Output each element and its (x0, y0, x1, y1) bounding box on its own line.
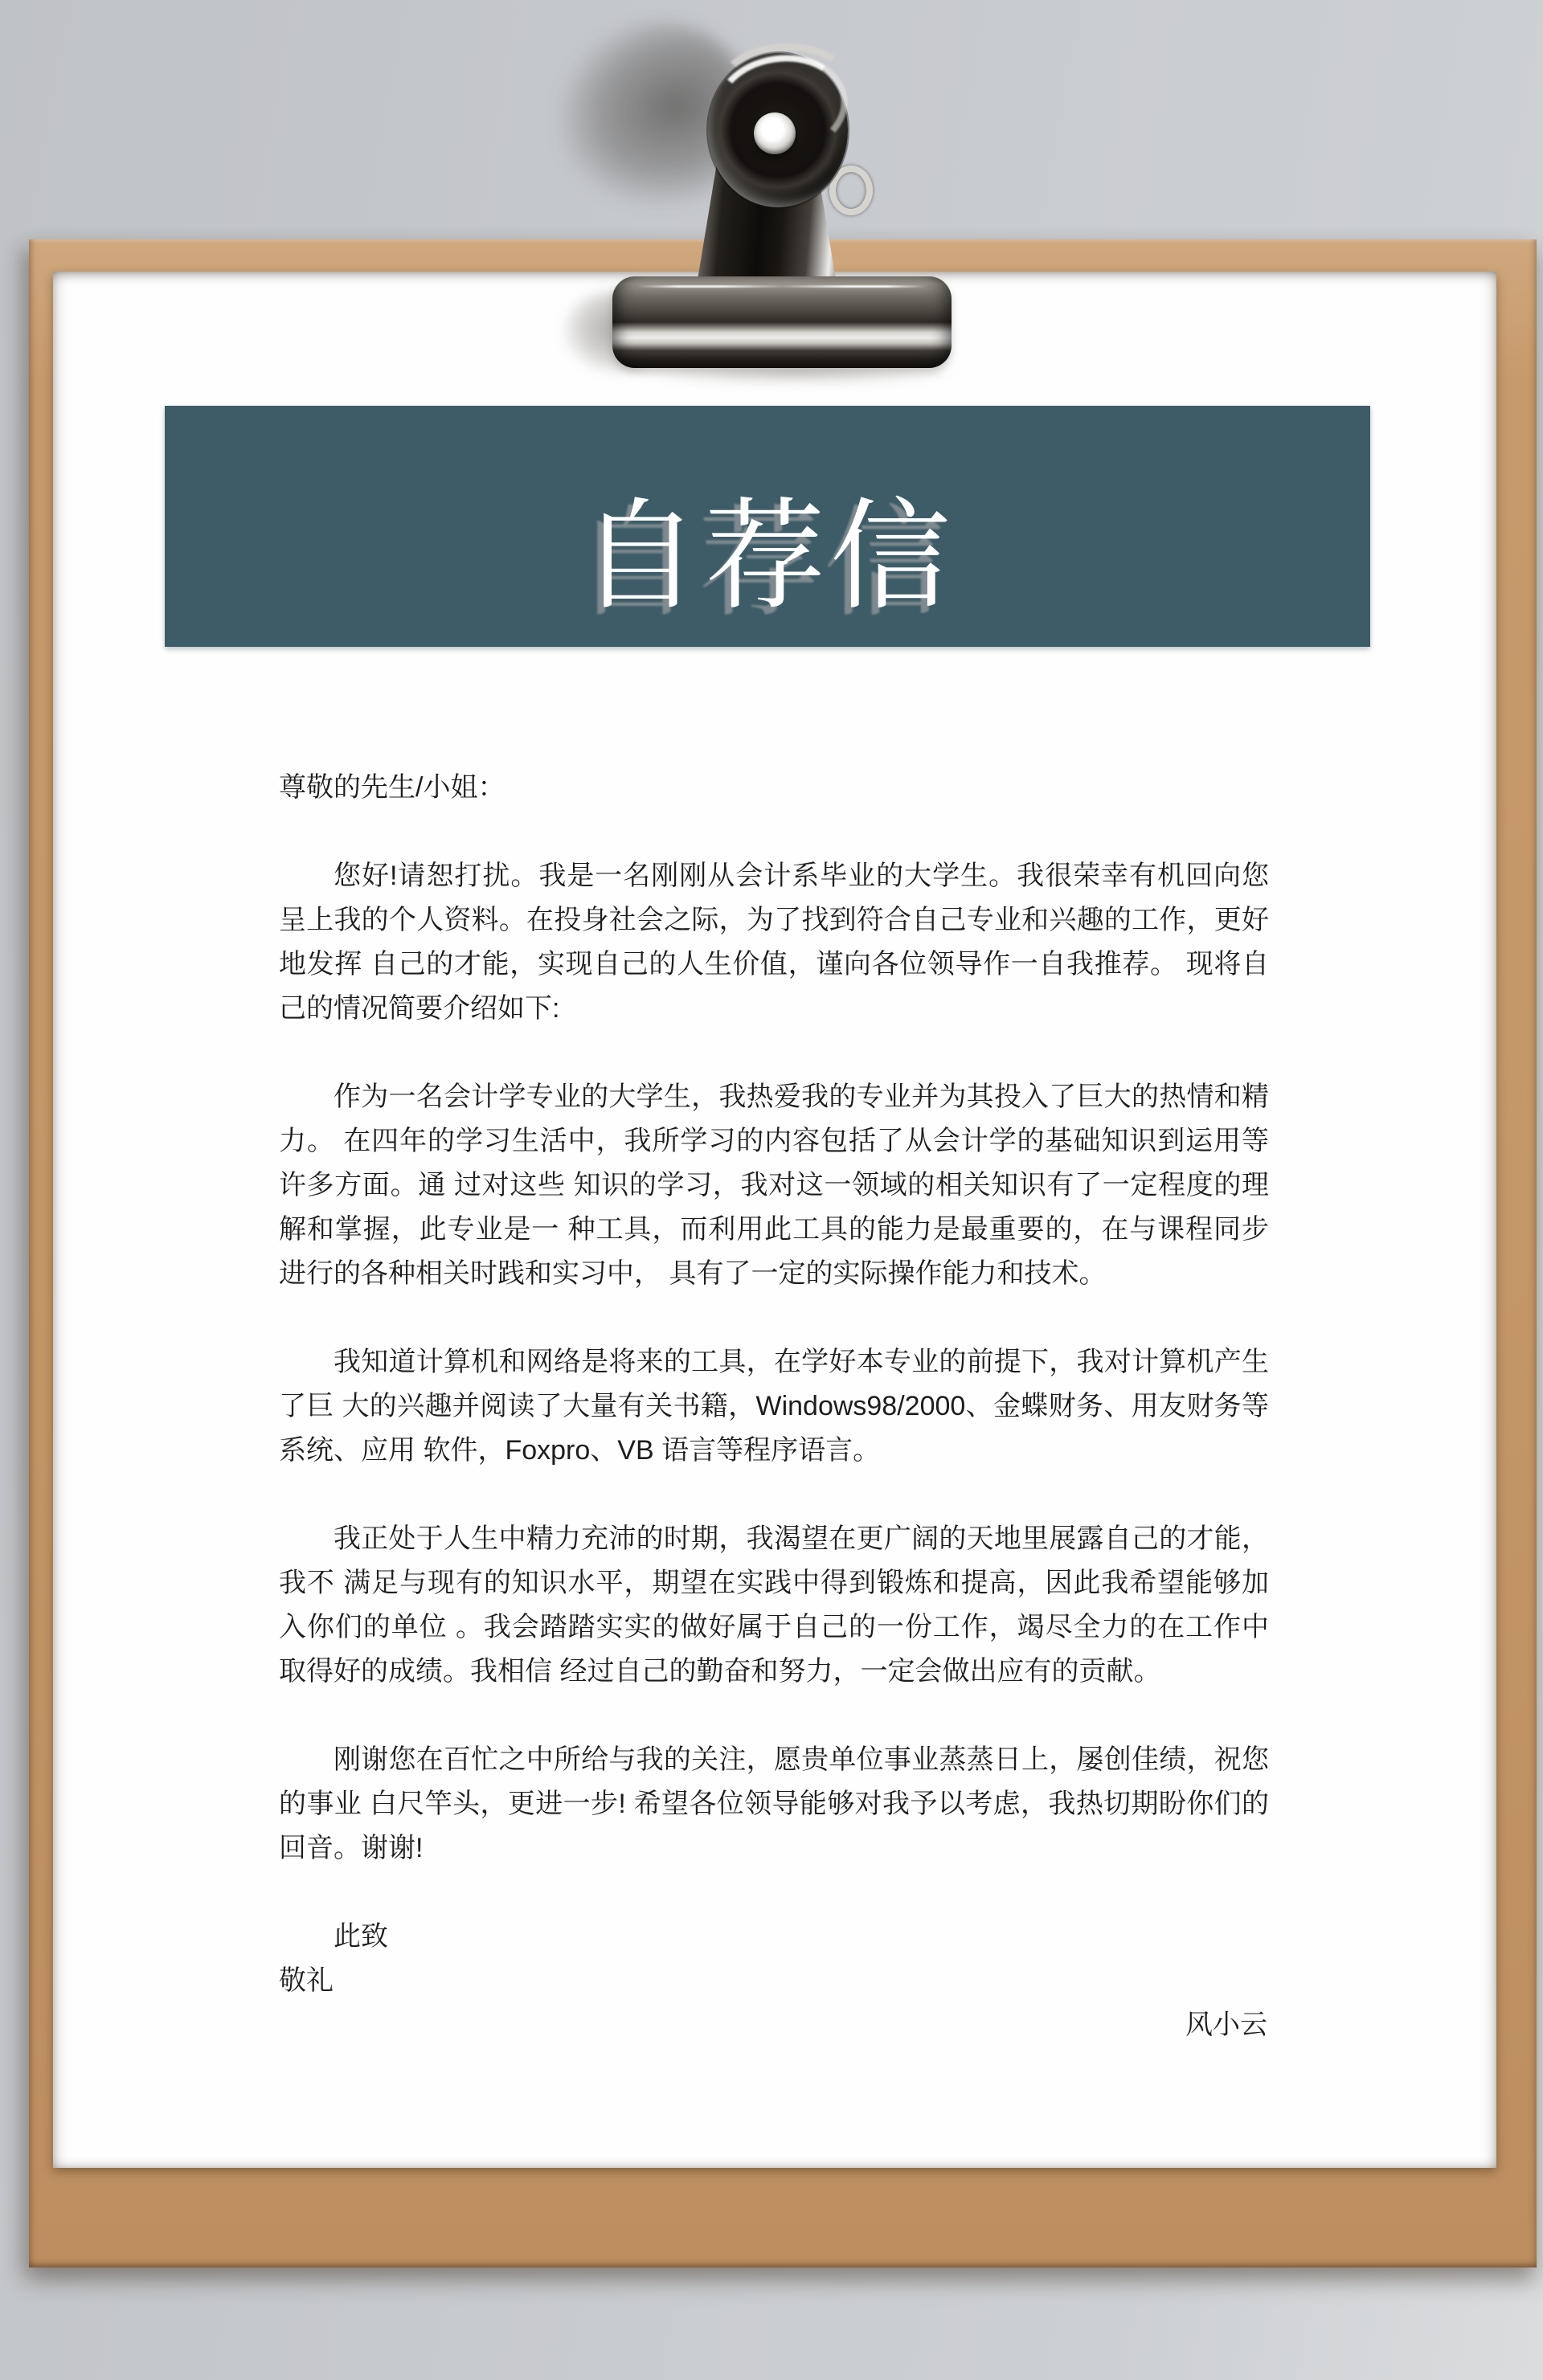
signature: 风小云 (1185, 2010, 1267, 2040)
letter-paragraph: 您好!请恕打扰。我是一名刚刚从会计系毕业的大学生。我很荣幸有机回向您 呈上我的个人资料。在投身社会之际，为了找到符合自己专业和兴趣的工作，更好地发挥 自己的才能，实现自己的人生价值，谨向各位领导作一自我推荐。 现将自己的情况简要介绍如下: (279, 861, 1269, 1024)
letter-paper (53, 272, 1496, 2168)
letter-paragraph: 我知道计算机和网络是将来的工具，在学好本专业的前提下，我对计算机产生了巨 大的兴趣并阅读了大量有关书籍，Windows98/2000、金蝶财务、用友财务等系统、应用 软件，Foxpro、VB 语言等程序语言。 (279, 1347, 1269, 1466)
page-title: 自荐信 (579, 489, 956, 624)
clip-latch-loop (829, 166, 873, 215)
letter-paragraph: 作为一名会计学专业的大学生，我热爱我的专业并为其投入了巨大的热情和精力。 在四年的学习生活中，我所学习的内容包括了从会计学的基础知识到运用等许多方面。通 过对这些 知识的学习，我对这一领域的相关知识有了一定程度的理解和掌握，此专业是一 种工具，而利用此工具的能力是最重要的，在与课程同步进行的各种相关时践和实习中， 具有了一定的实际操作能力和技术。 (279, 1082, 1269, 1289)
letter-paragraph: 刚谢您在百忙之中所给与我的关注，愿贵单位事业蒸蒸日上，屡创佳绩，祝您的事业 白尺竿头，更进一步! 希望各位领导能够对我予以考虑，我热切期盼你们的回音。谢谢! (279, 1744, 1269, 1863)
letter-body (279, 766, 1269, 2047)
closing-cizhi: 此致 (334, 1921, 388, 1952)
clip-under-shadow (627, 362, 964, 386)
clipboard-board (29, 239, 1537, 2268)
clip-shadow (532, 0, 779, 238)
letter-paragraph: 我正处于人生中精力充沛的时期，我渴望在更广阔的天地里展露自己的才能，我不 满足与现有的知识水平，期望在实践中得到锻炼和提高，因此我希望能够加入你们的单位 。我会踏踏实实的做好属于自己的一份工作，竭尽全力的在工作中取得好的成绩。我相信 经过自己的勤奋和努力，一定会做出应有的贡献。 (279, 1523, 1269, 1687)
clip-coil-hole (754, 112, 796, 154)
salutation: 尊敬的先生/小姐： (279, 772, 505, 803)
title-banner (165, 406, 1370, 647)
clip-bar-shadow (563, 291, 665, 374)
closing-jingli: 敬礼 (279, 1965, 334, 1996)
